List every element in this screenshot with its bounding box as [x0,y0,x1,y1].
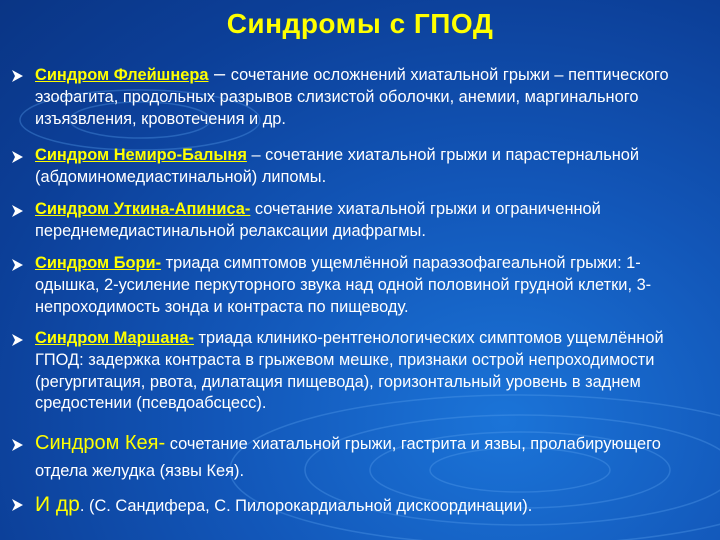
item-text [35,491,695,520]
arrowhead-bullet-icon [10,498,24,512]
item-text [35,64,695,130]
item-text [35,199,695,243]
separator: . [79,497,89,515]
syndrome-description: триада клинико-рентгенологических симптомов ущемлённой ГПОД: задержка контраста в грыжевом мешке, признаки острой непроходимости (регургитация, рвота, дилатация пищевода), горизонтальный уровень в заднем средостении (псевдоабсцесс). [35,329,664,413]
separator: – [246,146,266,164]
item-text [35,430,695,485]
syndrome-name: Синдром Кея- [35,432,166,454]
syndrome-name: Синдром Уткина-Апиниса- [35,200,251,218]
syndrome-description: триада симптомов ущемлённой параэзофагеальной грыжи: 1-одышка, 2-усиление перкуторного звука над одной половиной грудной клетки, 3-непроходимость зонда и контраста по пищеводу. [35,254,652,316]
syndrome-name: И др [35,493,80,516]
arrowhead-bullet-icon [10,204,24,218]
syndrome-description: сочетание хиатальной грыжи и парастернальной (абдоминомедиастинальной) липомы. [35,146,640,186]
arrowhead-bullet-icon [10,69,24,83]
item-text [35,253,695,318]
item-text [35,145,695,189]
arrowhead-bullet-icon [10,438,24,452]
arrowhead-bullet-icon [10,150,24,164]
arrowhead-bullet-icon [10,258,24,272]
syndrome-name: Синдром Флейшнера [35,66,209,84]
syndrome-description: сочетание хиатальной грыжи, гастрита и язвы, пролабирующего отдела желудка (язвы Кея). [35,435,661,480]
syndrome-description: (С. Сандифера, С. Пилорокардиальной дискоординации). [88,497,533,515]
syndrome-name: Синдром Бори- [35,254,162,272]
syndrome-name: Синдром Немиро-Балыня [35,146,247,164]
separator: – [208,63,231,85]
slide-title: Синдромы с ГПОД [226,8,494,39]
syndrome-description: сочетание хиатальной грыжи и ограниченной переднемедиастинальной релаксации диафрагмы. [35,200,601,240]
syndrome-name: Синдром Маршана- [35,329,194,347]
item-text [35,328,695,415]
syndrome-description: сочетание осложнений хиатальной грыжи – пептического эзофагита, продольных разрывов слизистой оболочки, анемии, маргинального изъязвления, кровотечения и др. [35,66,669,128]
arrowhead-bullet-icon [10,333,24,347]
